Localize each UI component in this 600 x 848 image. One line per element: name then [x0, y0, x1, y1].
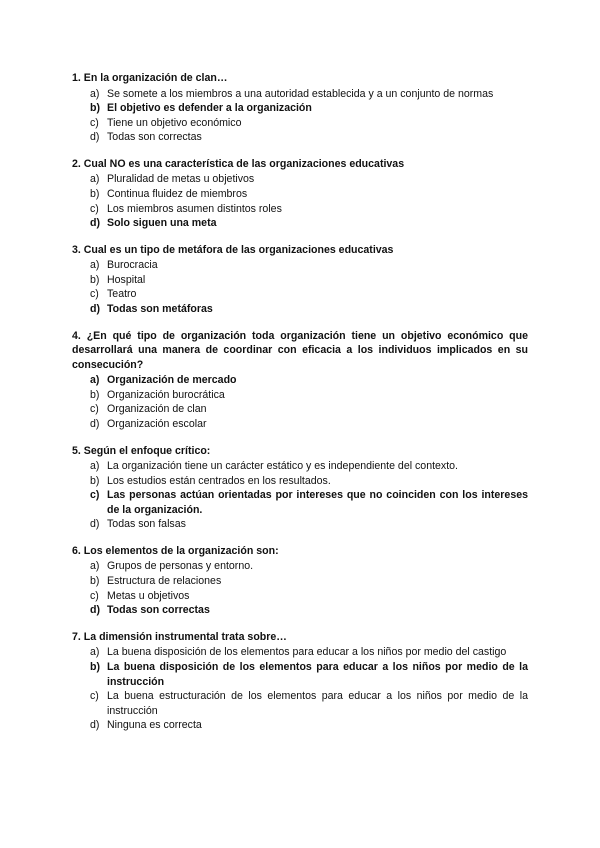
- option-c: [72, 202, 528, 217]
- question-6: [72, 544, 528, 618]
- option-d: [72, 130, 528, 145]
- question-text: 5. Según el enfoque crítico:: [72, 444, 211, 457]
- question-text: 4. ¿En qué tipo de organización toda organización tiene un objetivo económico que desarrollará una manera de coordinar con eficacia a los individuos implicados en su consecución?: [72, 329, 528, 371]
- option-a: [72, 87, 528, 102]
- option-letter: a): [90, 259, 100, 272]
- option-c: [72, 589, 528, 604]
- option-d: [72, 718, 528, 733]
- option-a: [72, 172, 528, 187]
- option-text: Estructura de relaciones: [107, 575, 222, 588]
- option-b: [72, 388, 528, 403]
- options-list: [72, 87, 528, 145]
- options-list: [72, 258, 528, 316]
- option-letter: b): [90, 575, 100, 588]
- option-letter: d): [90, 518, 100, 531]
- option-letter: b): [90, 388, 100, 401]
- option-letter: c): [90, 288, 99, 301]
- option-c-correct: [72, 488, 528, 517]
- option-letter: c): [90, 202, 99, 215]
- question-text: 1. En la organización de clan…: [72, 72, 228, 84]
- option-a: [72, 258, 528, 273]
- option-b: [72, 474, 528, 489]
- option-text: La buena disposición de los elementos para educar a los niños por medio del castigo: [107, 646, 507, 659]
- question-7: [72, 630, 528, 733]
- option-letter: c): [90, 403, 99, 416]
- option-letter: d): [90, 604, 100, 617]
- option-letter: b): [90, 474, 100, 487]
- option-text: Tiene un objetivo económico: [107, 116, 242, 129]
- option-text: Organización de clan: [107, 403, 207, 416]
- option-letter: a): [90, 87, 100, 100]
- option-b: [72, 187, 528, 202]
- option-text: Todas son falsas: [107, 518, 186, 531]
- option-text: Continua fluidez de miembros: [107, 187, 248, 200]
- option-text: Organización escolar: [107, 417, 207, 430]
- option-text: Todas son metáforas: [107, 303, 213, 316]
- option-b-correct: [72, 101, 528, 116]
- option-letter: c): [90, 116, 99, 129]
- option-letter: b): [90, 187, 100, 200]
- option-text: Todas son correctas: [107, 604, 210, 617]
- option-text: Las personas actúan orientadas por intereses que no coinciden con los intereses de la organización.: [107, 489, 528, 516]
- options-list: [72, 172, 528, 230]
- options-list: [72, 645, 528, 733]
- option-d: [72, 417, 528, 432]
- option-c: [72, 689, 528, 718]
- options-list: [72, 559, 528, 617]
- option-text: Los miembros asumen distintos roles: [107, 202, 282, 215]
- option-text: Metas u objetivos: [107, 589, 190, 602]
- option-b: [72, 273, 528, 288]
- option-b: [72, 574, 528, 589]
- option-text: Organización burocrática: [107, 388, 225, 401]
- option-letter: d): [90, 131, 100, 144]
- option-letter: c): [90, 489, 100, 502]
- options-list: [72, 459, 528, 532]
- question-2: [72, 157, 528, 231]
- option-letter: a): [90, 646, 100, 659]
- option-d-correct: [72, 603, 528, 618]
- option-letter: d): [90, 303, 100, 316]
- option-letter: d): [90, 217, 100, 230]
- option-letter: c): [90, 589, 99, 602]
- option-text: Organización de mercado: [107, 374, 237, 387]
- option-letter: b): [90, 102, 100, 115]
- option-a-correct: [72, 373, 528, 388]
- option-d-correct: [72, 216, 528, 231]
- options-list: [72, 373, 528, 431]
- question-1: [72, 71, 528, 145]
- option-text: La buena estructuración de los elementos para educar a los niños por medio de la instrucción: [107, 690, 528, 717]
- option-letter: a): [90, 173, 100, 186]
- option-text: El objetivo es defender a la organización: [107, 102, 312, 115]
- option-text: La buena disposición de los elementos para educar a los niños por medio de la instrucción: [107, 660, 528, 688]
- option-text: Solo siguen una meta: [107, 217, 217, 230]
- option-a: [72, 645, 528, 660]
- option-a: [72, 559, 528, 574]
- question-text: 6. Los elementos de la organización son:: [72, 544, 279, 557]
- option-d-correct: [72, 302, 528, 317]
- option-letter: c): [90, 690, 99, 703]
- option-letter: a): [90, 374, 100, 387]
- option-text: Hospital: [107, 273, 146, 286]
- option-text: Se somete a los miembros a una autoridad establecida y a un conjunto de normas: [107, 87, 494, 100]
- question-text: 7. La dimensión instrumental trata sobre…: [72, 630, 287, 643]
- option-letter: d): [90, 417, 100, 430]
- option-text: Burocracia: [107, 259, 158, 272]
- option-letter: d): [90, 719, 100, 732]
- option-d: [72, 517, 528, 532]
- question-5: [72, 444, 528, 532]
- option-text: Grupos de personas y entorno.: [107, 560, 254, 573]
- option-text: Todas son correctas: [107, 131, 202, 144]
- question-4: [72, 329, 528, 432]
- option-text: Los estudios están centrados en los resultados.: [107, 474, 331, 487]
- question-text: 2. Cual NO es una característica de las organizaciones educativas: [72, 157, 405, 170]
- option-text: Pluralidad de metas u objetivos: [107, 173, 255, 186]
- question-text: 3. Cual es un tipo de metáfora de las organizaciones educativas: [72, 243, 394, 256]
- option-text: Teatro: [107, 288, 137, 301]
- option-c: [72, 402, 528, 417]
- question-3: [72, 243, 528, 317]
- option-letter: a): [90, 460, 100, 472]
- option-text: La organización tiene un carácter estático y es independiente del contexto.: [107, 460, 459, 472]
- option-letter: b): [90, 273, 100, 286]
- option-letter: b): [90, 660, 100, 673]
- option-letter: a): [90, 560, 100, 573]
- option-c: [72, 116, 528, 131]
- option-b-correct: [72, 660, 528, 689]
- option-a: [72, 459, 528, 474]
- option-c: [72, 287, 528, 302]
- option-text: Ninguna es correcta: [107, 719, 202, 732]
